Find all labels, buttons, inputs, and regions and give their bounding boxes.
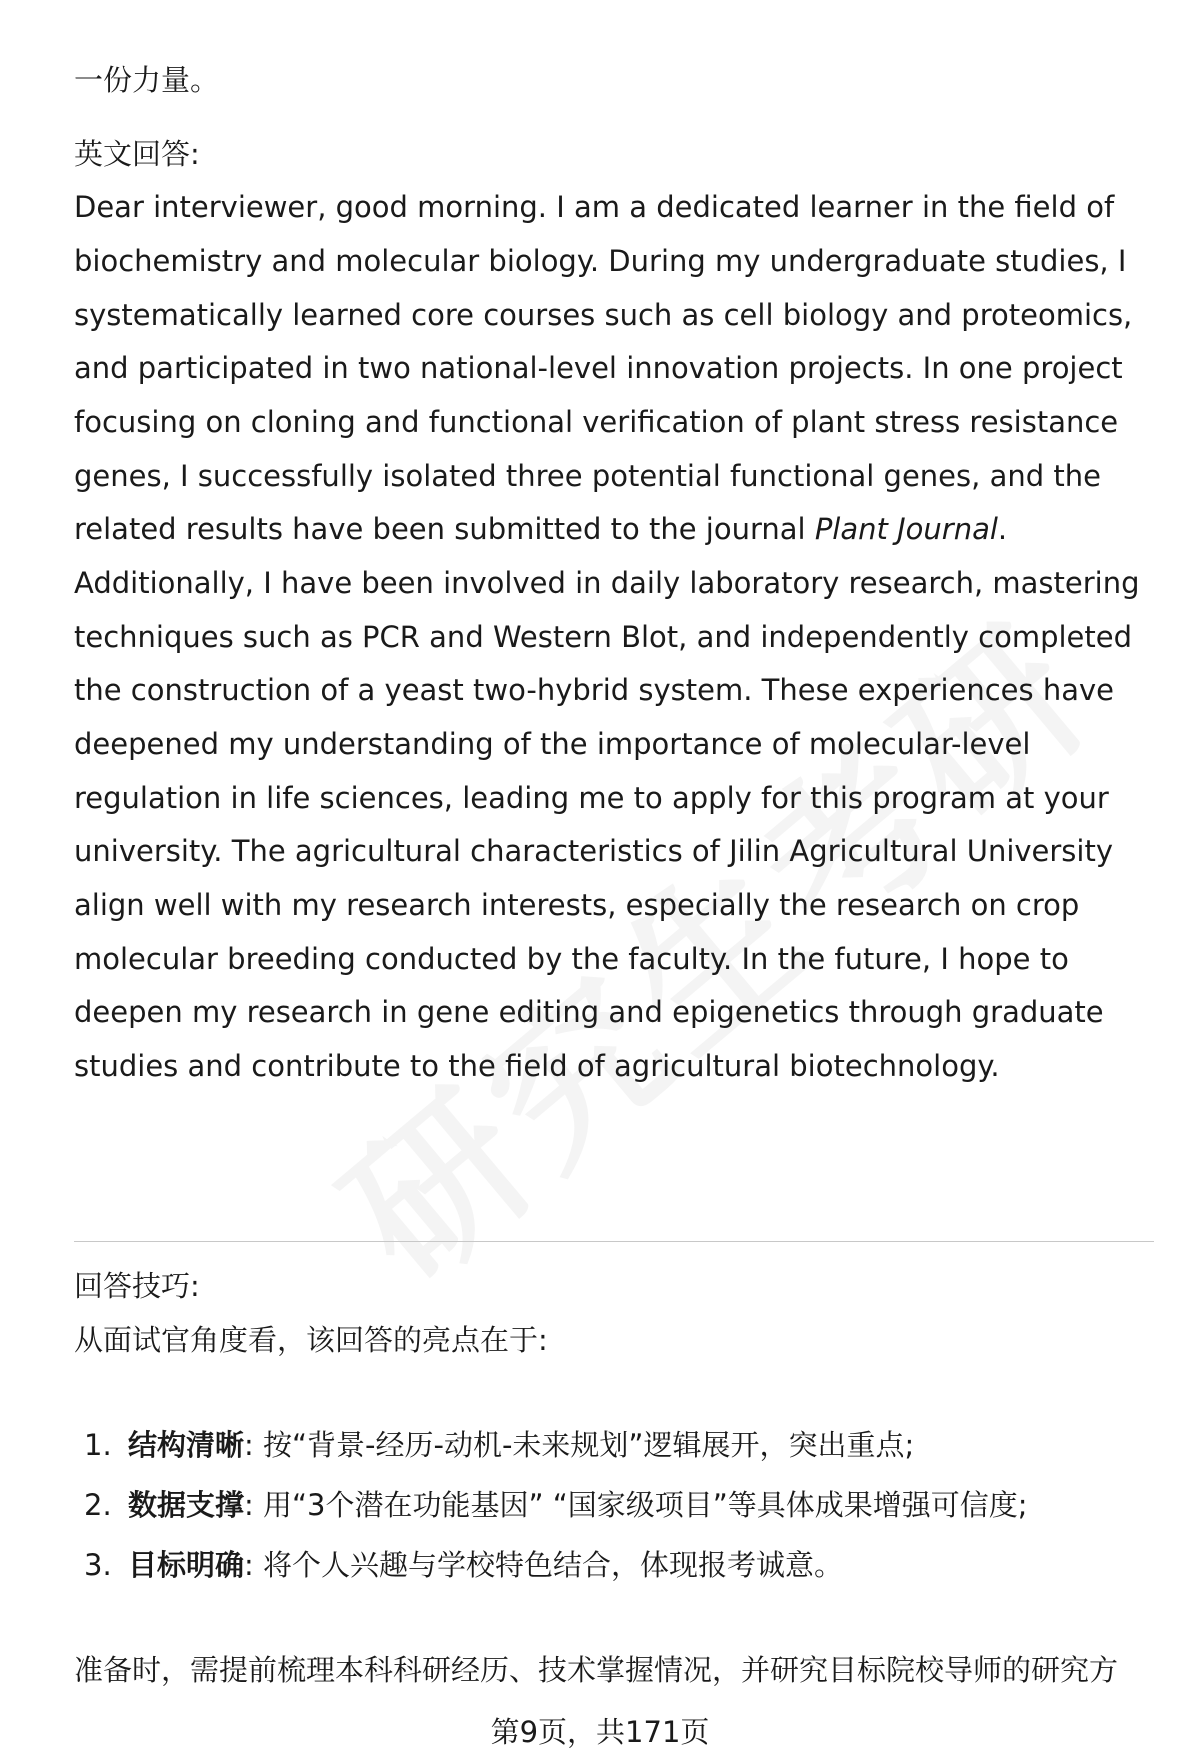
answer-line-4: and participated in two national-level innovation projects. In one project bbox=[74, 351, 1123, 385]
tips-closing: 准备时，需提前梳理本科科研经历、技术掌握情况，并研究目标院校导师的研究方 bbox=[74, 1653, 1119, 1687]
tip-item-2-bold: 数据支撑 bbox=[128, 1488, 245, 1522]
answer-line-15: deepen my research in gene editing and epigenetics through graduate bbox=[74, 995, 1104, 1029]
answer-line-16: studies and contribute to the field of agricultural biotechnology. bbox=[74, 1049, 1000, 1083]
page-number: 第9页，共171页 bbox=[490, 1715, 710, 1749]
tip-item-3 bbox=[128, 1545, 843, 1585]
tip-item-1 bbox=[128, 1425, 914, 1465]
answer-line-9: the construction of a yeast two-hybrid system. These experiences have bbox=[74, 673, 1114, 707]
answer-line-6: genes, I successfully isolated three potential functional genes, and the bbox=[74, 459, 1101, 493]
tip-item-2 bbox=[128, 1485, 1028, 1525]
journal-name: Plant Journal bbox=[814, 512, 998, 546]
tip-number-1: 1. bbox=[84, 1428, 112, 1462]
tip-number-2: 2. bbox=[84, 1488, 112, 1522]
answer-line-13: align well with my research interests, especially the research on crop bbox=[74, 888, 1080, 922]
journal-line-suffix: . bbox=[997, 512, 1008, 546]
tip-item-2-text: : 用“3个潜在功能基因” “国家级项目”等具体成果增强可信度; bbox=[244, 1488, 1028, 1522]
answer-line-10: deepened my understanding of the importance of molecular-level bbox=[74, 727, 1031, 761]
answer-line-5: focusing on cloning and functional verification of plant stress resistance bbox=[74, 405, 1119, 439]
tip-item-3-text: : 将个人兴趣与学校特色结合，体现报考诚意。 bbox=[244, 1548, 844, 1582]
tip-item-3-bold: 目标明确 bbox=[128, 1548, 245, 1582]
answer-line-1: Dear interviewer, good morning. I am a dedicated learner in the field of bbox=[74, 190, 1115, 224]
english-answer-heading: 英文回答: bbox=[74, 137, 200, 171]
answer-line-12: university. The agricultural characteristics of Jilin Agricultural University bbox=[74, 834, 1114, 868]
tip-number-3: 3. bbox=[84, 1548, 112, 1582]
answer-line-8: techniques such as PCR and Western Blot, and independently completed bbox=[74, 620, 1132, 654]
answer-line-14: molecular breeding conducted by the faculty. In the future, I hope to bbox=[74, 942, 1069, 976]
answer-line-3: systematically learned core courses such as cell biology and proteomics, bbox=[74, 298, 1133, 332]
answer-line-11: regulation in life sciences, leading me to apply for this program at your bbox=[74, 781, 1109, 815]
tip-item-1-bold: 结构清晰 bbox=[128, 1428, 245, 1462]
top-fragment: 一份力量。 bbox=[74, 63, 220, 97]
answer-line-journal bbox=[74, 509, 1007, 549]
journal-line-prefix: related results have been submitted to the journal bbox=[74, 512, 815, 546]
section-divider bbox=[74, 1241, 1154, 1242]
tip-item-1-text: : 按“背景-经历-动机-未来规划”逻辑展开，突出重点; bbox=[244, 1428, 915, 1462]
answer-line-7: Additionally, I have been involved in daily laboratory research, mastering bbox=[74, 566, 1140, 600]
tips-heading: 回答技巧: bbox=[74, 1269, 200, 1303]
tips-intro: 从面试官角度看，该回答的亮点在于: bbox=[74, 1323, 548, 1357]
answer-line-2: biochemistry and molecular biology. During my undergraduate studies, I bbox=[74, 244, 1127, 278]
